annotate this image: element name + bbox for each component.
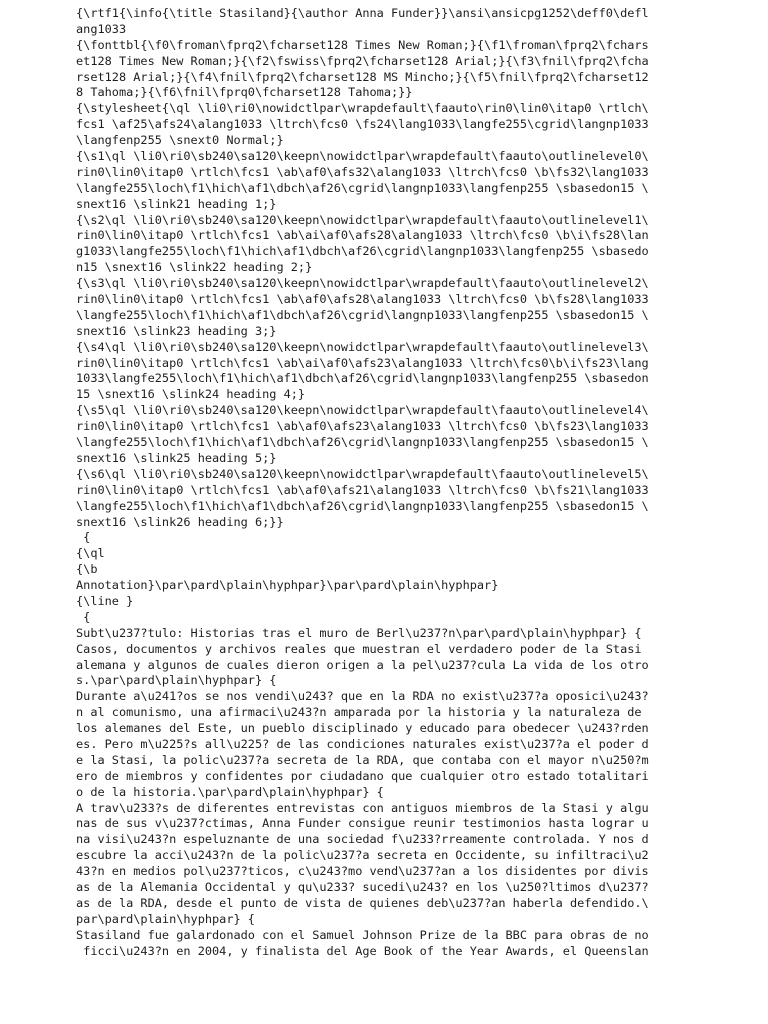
text-line: as de la RDA, desde el punto de vista de quienes deb\u237?an haberla defendido.\ bbox=[76, 895, 649, 910]
text-line: 43?n en medios pol\u237?ticos, c\u243?mo vend\u237?an a los disidentes por divis bbox=[76, 864, 649, 879]
text-line: { bbox=[76, 609, 91, 624]
text-line: los alemanes del Este, un pueblo disciplinado y educado para obedecer \u243?rden bbox=[76, 721, 649, 736]
text-line: 15 \snext16 \slink24 heading 4;} bbox=[76, 387, 306, 402]
text-line: g1033\langfe255\loch\f1\hich\af1\dbch\af26\cgrid\langnp1033\langfenp255 \sbasedo bbox=[76, 244, 649, 259]
text-line: rin0\lin0\itap0 \rtlch\fcs1 \ab\af0\afs21\alang1033 \ltrch\fcs0 \b\fs21\lang1033 bbox=[76, 482, 649, 497]
text-line: {\s1\ql \li0\ri0\sb240\sa120\keepn\nowidctlpar\wrapdefault\faauto\outlinelevel0\ bbox=[76, 149, 649, 164]
text-line: {\stylesheet{\ql \li0\ri0\nowidctlpar\wrapdefault\faauto\rin0\lin0\itap0 \rtlch\ bbox=[76, 101, 649, 116]
text-line: Durante a\u241?os se nos vendi\u243? que en la RDA no exist\u237?a oposici\u243? bbox=[76, 689, 649, 704]
text-line: ang1033 bbox=[76, 21, 127, 36]
text-line: as de la Alemania Occidental y qu\u233? sucedi\u243? en los \u250?ltimos d\u237? bbox=[76, 879, 649, 894]
text-line: n al comunismo, una afirmaci\u243?n amparada por la historia y la naturaleza de bbox=[76, 705, 642, 720]
text-line: e la Stasi, la polic\u237?a secreta de la RDA, que contaba con el mayor n\u250?m bbox=[76, 752, 649, 767]
text-line: escubre la acci\u243?n de la polic\u237?a secreta en Occidente, su infiltraci\u2 bbox=[76, 848, 649, 863]
text-line: {\s6\ql \li0\ri0\sb240\sa120\keepn\nowidctlpar\wrapdefault\faauto\outlinelevel5\ bbox=[76, 466, 649, 481]
text-line: Annotation}\par\pard\plain\hyphpar}\par\pard\plain\hyphpar} bbox=[76, 578, 499, 593]
text-line: {\rtf1{\info{\title Stasiland}{\author Anna Funder}}\ansi\ansicpg1252\deff0\defl bbox=[76, 6, 649, 20]
text-line: s.\par\pard\plain\hyphpar} { bbox=[76, 673, 277, 688]
text-line: \langfenp255 \snext0 Normal;} bbox=[76, 133, 284, 148]
text-line: {\fonttbl{\f0\froman\fprq2\fcharset128 Times New Roman;}{\f1\froman\fprq2\fchars bbox=[76, 37, 649, 52]
text-line: 8 Tahoma;}{\f6\fnil\fprq0\fcharset128 Tahoma;}} bbox=[76, 85, 413, 100]
text-line: ficci\u243?n en 2004, y finalista del Age Book of the Year Awards, el Queenslan bbox=[76, 943, 649, 958]
text-line: snext16 \slink21 heading 1;} bbox=[76, 196, 277, 211]
text-line: rin0\lin0\itap0 \rtlch\fcs1 \ab\ai\af0\afs23\alang1033 \ltrch\fcs0\b\i\fs23\lang bbox=[76, 355, 649, 370]
text-line: alemana y algunos de cuales dieron origen a la pel\u237?cula La vida de los otro bbox=[76, 657, 649, 672]
text-line: snext16 \slink23 heading 3;} bbox=[76, 323, 277, 338]
text-line: Casos, documentos y archivos reales que muestran el verdadero poder de la Stasi bbox=[76, 641, 642, 656]
text-line: \langfe255\loch\f1\hich\af1\dbch\af26\cgrid\langnp1033\langfenp255 \sbasedon15 \ bbox=[76, 498, 649, 513]
text-line: rin0\lin0\itap0 \rtlch\fcs1 \ab\af0\afs32\alang1033 \ltrch\fcs0 \b\fs32\lang1033 bbox=[76, 164, 649, 179]
text-line: fcs1 \af25\afs24\alang1033 \ltrch\fcs0 \fs24\lang1033\langfe255\cgrid\langnp1033 bbox=[76, 117, 649, 132]
text-line: par\pard\plain\hyphpar} { bbox=[76, 911, 255, 926]
text-line: es. Pero m\u225?s all\u225? de las condiciones naturales exist\u237?a el poder d bbox=[76, 736, 649, 751]
text-line: rin0\lin0\itap0 \rtlch\fcs1 \ab\af0\afs23\alang1033 \ltrch\fcs0 \b\fs23\lang1033 bbox=[76, 419, 649, 434]
rtf-source-text bbox=[76, 6, 686, 959]
text-line: snext16 \slink26 heading 6;}} bbox=[76, 514, 284, 529]
text-line: \langfe255\loch\f1\hich\af1\dbch\af26\cgrid\langnp1033\langfenp255 \sbasedon15 \ bbox=[76, 435, 649, 450]
text-line: {\s5\ql \li0\ri0\sb240\sa120\keepn\nowidctlpar\wrapdefault\faauto\outlinelevel4\ bbox=[76, 403, 649, 418]
text-line: {\b bbox=[76, 562, 98, 577]
text-line: {\ql bbox=[76, 546, 105, 561]
text-line: { bbox=[76, 530, 91, 545]
text-line: rset128 Arial;}{\f4\fnil\fprq2\fcharset128 MS Mincho;}{\f5\fnil\fprq2\fcharset12 bbox=[76, 69, 649, 84]
text-line: ero de miembros y confidentes por ciudadano que cualquier otro estado totalitari bbox=[76, 768, 649, 783]
text-line: snext16 \slink25 heading 5;} bbox=[76, 450, 277, 465]
text-line: Subt\u237?tulo: Historias tras el muro de Berl\u237?n\par\pard\plain\hyphpar} { bbox=[76, 625, 642, 640]
text-line: {\line } bbox=[76, 593, 134, 608]
text-line: rin0\lin0\itap0 \rtlch\fcs1 \ab\ai\af0\afs28\alang1033 \ltrch\fcs0 \b\i\fs28\lan bbox=[76, 228, 649, 243]
text-line: nas de sus v\u237?ctimas, Anna Funder consigue reunir testimonios hasta lograr u bbox=[76, 816, 649, 831]
text-line: A trav\u233?s de diferentes entrevistas con antiguos miembros de la Stasi y algu bbox=[76, 800, 649, 815]
text-line: na visi\u243?n espeluznante de una sociedad f\u233?rreamente controlada. Y nos d bbox=[76, 832, 649, 847]
text-line: n15 \snext16 \slink22 heading 2;} bbox=[76, 260, 313, 275]
text-line: et128 Times New Roman;}{\f2\fswiss\fprq2\fcharset128 Arial;}{\f3\fnil\fprq2\fcha bbox=[76, 53, 649, 68]
text-line: rin0\lin0\itap0 \rtlch\fcs1 \ab\af0\afs28\alang1033 \ltrch\fcs0 \b\fs28\lang1033 bbox=[76, 292, 649, 307]
text-line: {\s4\ql \li0\ri0\sb240\sa120\keepn\nowidctlpar\wrapdefault\faauto\outlinelevel3\ bbox=[76, 339, 649, 354]
text-line: Stasiland fue galardonado con el Samuel Johnson Prize de la BBC para obras de no bbox=[76, 927, 649, 942]
text-line: {\s2\ql \li0\ri0\sb240\sa120\keepn\nowidctlpar\wrapdefault\faauto\outlinelevel1\ bbox=[76, 212, 649, 227]
text-line: 1033\langfe255\loch\f1\hich\af1\dbch\af26\cgrid\langnp1033\langfenp255 \sbasedon bbox=[76, 371, 649, 386]
text-line: \langfe255\loch\f1\hich\af1\dbch\af26\cgrid\langnp1033\langfenp255 \sbasedon15 \ bbox=[76, 180, 649, 195]
text-line: \langfe255\loch\f1\hich\af1\dbch\af26\cgrid\langnp1033\langfenp255 \sbasedon15 \ bbox=[76, 307, 649, 322]
text-line: o de la historia.\par\pard\plain\hyphpar} { bbox=[76, 784, 384, 799]
text-line: {\s3\ql \li0\ri0\sb240\sa120\keepn\nowidctlpar\wrapdefault\faauto\outlinelevel2\ bbox=[76, 276, 649, 291]
